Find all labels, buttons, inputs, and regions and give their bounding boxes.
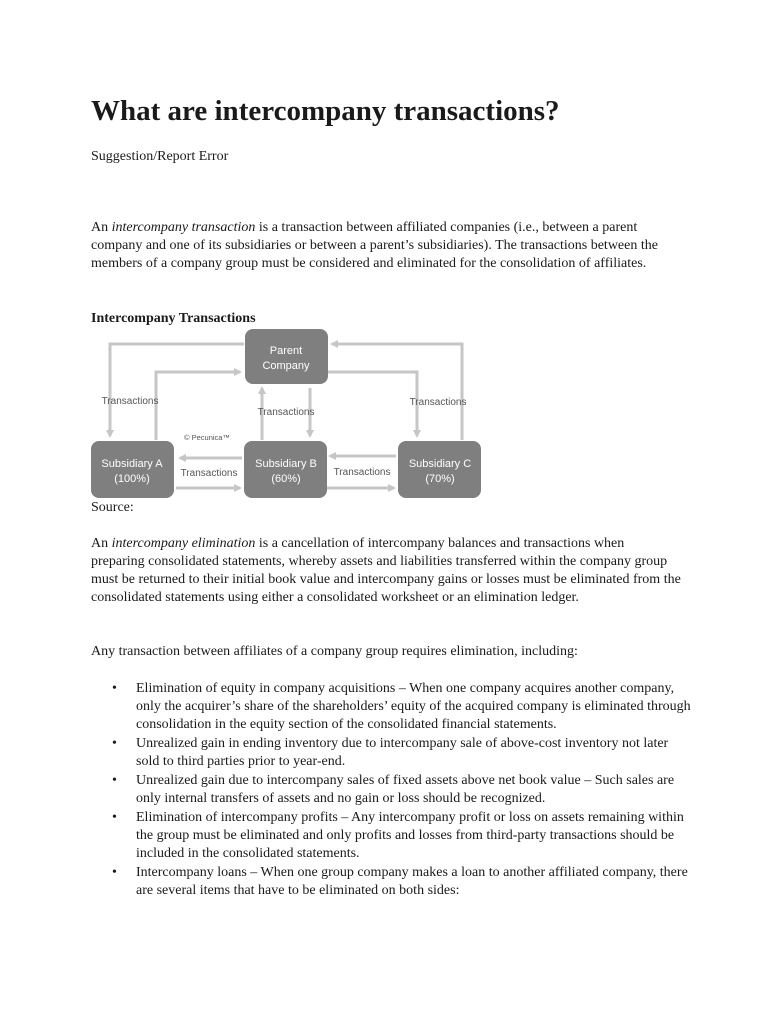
arrow-parent-to-c [328, 372, 417, 436]
parent-label-1: Parent [269, 345, 303, 357]
elimination-term: intercompany elimination [111, 536, 256, 551]
list-item: • Unrealized gain in ending inventory due to intercompany sale of above-cost inventory not later sold to third parties prior to year-end. [91, 735, 691, 771]
elimination-list [91, 680, 691, 901]
edge-label-parent-b: Transactions [257, 407, 315, 418]
copyright-notice: © Pecunica™ [184, 433, 230, 442]
edge-label-b-c: Transactions [333, 467, 391, 478]
elimination-prefix: An [91, 536, 112, 551]
list-item: • Elimination of equity in company acquisitions – When one company acquires another company, only the acquirer’s share of the shareholders’ equity of the acquired company is eliminated through consolidation in the equity section of the consolidated financial statements. [91, 680, 691, 734]
arrow-a-to-parent [156, 372, 240, 440]
edge-label-a-b: Transactions [180, 468, 238, 479]
arrow-c-to-parent [332, 344, 462, 440]
sub-c-label-1: Subsidiary C [408, 458, 472, 470]
list-item: • Elimination of intercompany profits – Any intercompany profit or loss on assets remaining within the group must be eliminated and only profits and losses from third-party transactions should be included in the consolidated statements. [91, 809, 691, 863]
sub-a-label-1: Subsidiary A [101, 458, 163, 470]
intro-term: intercompany transaction [111, 220, 256, 235]
sub-a-label-2: (100%) [114, 473, 150, 485]
edge-label-parent-c: Transactions [409, 397, 467, 408]
sub-c-label-2: (70%) [425, 473, 455, 485]
report-error-link[interactable]: Suggestion/Report Error [91, 149, 229, 164]
list-item: • Unrealized gain due to intercompany sales of fixed assets above net book value – Such sales are only internal transfers of assets and no gain or loss should be recognized. [91, 772, 691, 808]
any-transaction-paragraph: Any transaction between affiliates of a company group requires elimination, including: [91, 644, 578, 659]
intro-paragraph [91, 219, 681, 273]
source-label: Source: [91, 500, 134, 515]
figure-title: Intercompany Transactions [91, 311, 256, 326]
elimination-paragraph [91, 535, 681, 607]
sub-b-label-2: (60%) [271, 473, 301, 485]
parent-label-2: Company [262, 360, 310, 372]
intercompany-diagram [90, 328, 482, 500]
sub-b-label-1: Subsidiary B [255, 458, 317, 470]
page-title: What are intercompany transactions? [91, 95, 560, 127]
list-item: • Intercompany loans – When one group company makes a loan to another affiliated company, there are several items that have to be eliminated on both sides: [91, 864, 691, 900]
intro-prefix: An [91, 220, 112, 235]
elimination-text: is a cancellation of intercompany balances and transactions when preparing consolidated statements, whereby assets and liabilities transferred within the company group must be returned to their initial book value and intercompany gains or losses must be eliminated from the consolidated statements using either a consolidated worksheet or an elimination ledger. [91, 536, 681, 605]
arrow-parent-to-a [110, 344, 244, 436]
intro-text: is a transaction between affiliated companies (i.e., between a parent company and one of its subsidiaries or between a parent’s subsidiaries). The transactions between the members of a company group must be considered and eliminated for the consolidation of affiliates. [91, 220, 658, 271]
edge-label-parent-a: Transactions [101, 396, 159, 407]
